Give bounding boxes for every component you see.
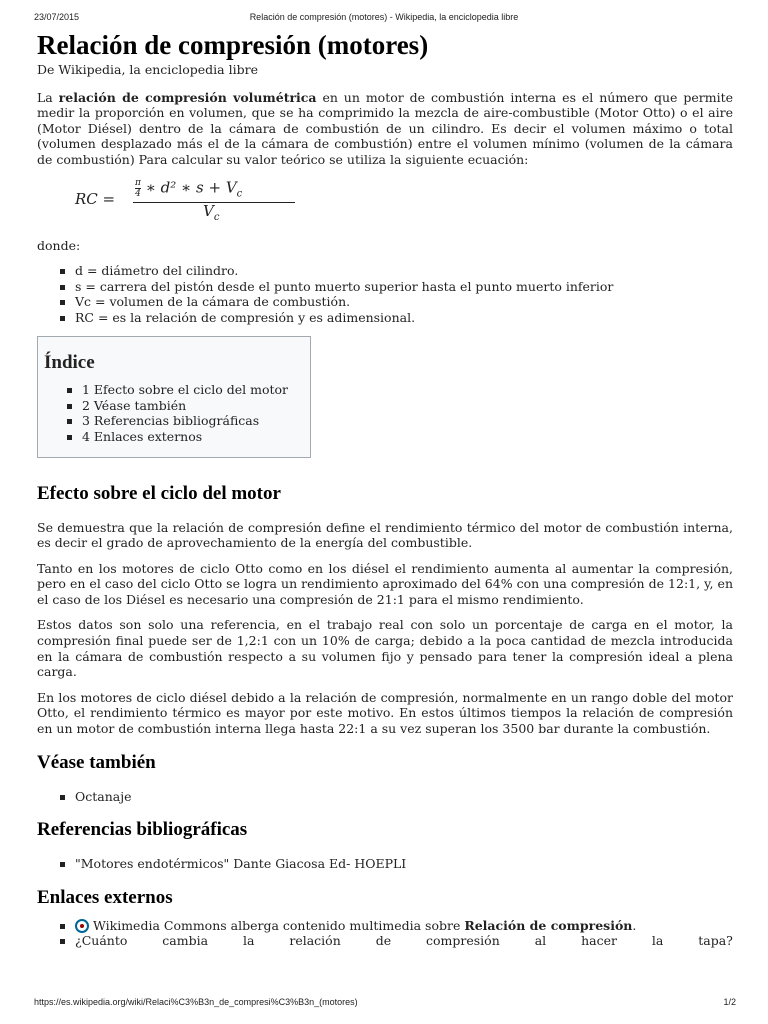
external-link-question[interactable] [75,933,733,949]
intro-pre: La [37,89,59,105]
donde-label: donde: [37,237,81,253]
toc-item-efecto[interactable]: 1 Efecto sobre el ciclo del motor [82,382,304,398]
formula-fraction-bar [133,202,295,203]
references-list [37,856,733,872]
toc-item-enlaces[interactable]: 4 Enlaces externos [82,429,304,445]
section-heading-efecto: Efecto sobre el ciclo del motor [37,482,281,504]
table-of-contents [37,336,311,458]
formula-pi: π [135,177,141,188]
intro-bold-term: relación de compresión volumétrica [58,89,317,105]
section1-paragraph: Tanto en los motores de ciclo Otto como en los diésel el rendimiento aumenta al aumentar la compresión, pero en el caso del ciclo Otto se logra un rendimiento aproximado del 64% con una compresión de 12:1, y, en el caso de los Diésel es necesario una compresión de 21:1 para el mismo rendimiento. [37,560,733,607]
intro-post: en un motor de combustión interna es el número que permite medir la proporción en volumen, que se ha comprimido la mezcla de aire-combustible (Motor Otto) o el aire (Motor Diésel) dentro de la cámara de combustión de un cilindro. Es decir el volumen máximo o total (volumen desplazado más el de la cámara de combustión) entre el volumen mínimo (volumen de la cámara de combustión) Para calcular su valor teórico se utiliza la siguiente ecuación: [37,89,733,167]
section1-paragraph: Estos datos son solo una referencia, en el trabajo real con solo un porcentaje de carga en el motor, la compresión final puede ser de 1,2:1 con un 10% de carga; debido a la poca cantidad de mezcla introducida en la cámara de combustión respecto a su volumen fijo y pensado para tener la compresión ideal a plena carga. [37,617,733,680]
article-content [37,28,733,959]
question-word: tapa? [698,933,733,949]
question-word: hacer [581,933,617,949]
question-word: cambia [162,933,209,949]
commons-period: . [632,917,637,933]
list-item: RC = es la relación de compresión y es adimensional. [75,310,733,326]
question-word: relación [289,933,341,949]
section-heading-referencias: Referencias bibliográficas [37,819,248,841]
section-heading-vease: Véase también [37,751,156,773]
formula-numerator-sub: c [236,188,243,200]
commons-text: Wikimedia Commons alberga contenido multimedia sobre [93,917,465,933]
section-heading-enlaces: Enlaces externos [37,886,173,908]
formula-denominator-v: V [203,201,214,220]
question-word: la [242,933,255,949]
toc-item-vease[interactable]: 2 Véase también [82,398,304,414]
definitions-list [37,263,733,325]
list-item: d = diámetro del cilindro. [75,263,733,279]
print-page-number: 1/2 [723,997,736,1007]
toc-list [44,382,304,444]
question-link-text[interactable] [75,933,733,949]
question-word: compresión [426,933,500,949]
reference-item: "Motores endotérmicos" Dante Giacosa Ed- HOEPLI [75,856,733,872]
formula-lhs: RC = [75,189,116,208]
question-word: al [534,933,547,949]
external-links-list [37,918,733,949]
page-subtitle: De Wikipedia, la enciclopedia libre [37,62,258,77]
formula-numerator [135,178,242,202]
question-word: ¿Cuánto [75,933,128,949]
see-also-link-octanaje[interactable]: Octanaje [75,789,733,805]
formula-denominator-sub: c [213,211,220,223]
compression-ratio-formula [75,178,733,226]
formula-denominator [203,201,220,226]
print-url: https://es.wikipedia.org/wiki/Relaci%C3%B3n_de_compresi%C3%B3n_(motores) [34,997,358,1007]
commons-link[interactable]: Relación de compresión [464,917,633,933]
intro-paragraph [37,90,733,168]
question-word: la [651,933,664,949]
see-also-list [37,789,733,805]
page-title: Relación de compresión (motores) [37,30,429,60]
question-word: de [375,933,392,949]
print-page-title: Relación de compresión (motores) - Wikipedia, la enciclopedia libre [249,12,519,22]
list-item: Vc = volumen de la cámara de combustión. [75,294,733,310]
list-item: s = carrera del pistón desde el punto muerto superior hasta el punto muerto inferior [75,279,733,295]
toc-title: Índice [44,351,95,373]
toc-item-referencias[interactable]: 3 Referencias bibliográficas [82,413,304,429]
formula-numerator-rest: ∗ d² ∗ s + V [145,178,237,197]
print-date: 23/07/2015 [34,12,80,22]
formula-four: 4 [135,188,141,199]
commons-link-item[interactable] [75,918,733,934]
wikimedia-commons-icon [75,919,89,933]
formula-pi-over-four [135,178,141,199]
section1-paragraph: Se demuestra que la relación de compresión define el rendimiento térmico del motor de combustión interna, es decir el grado de aprovechamiento de la energía del combustible. [37,519,733,551]
section1-paragraph: En los motores de ciclo diésel debido a la relación de compresión, normalmente en un rango doble del motor Otto, el rendimiento térmico es mayor por este motivo. En estos últimos tiempos la relación de compresión en un motor de combustión interna llega hasta 22:1 a su vez superan los 3500 bar durante la combustión. [37,689,733,737]
